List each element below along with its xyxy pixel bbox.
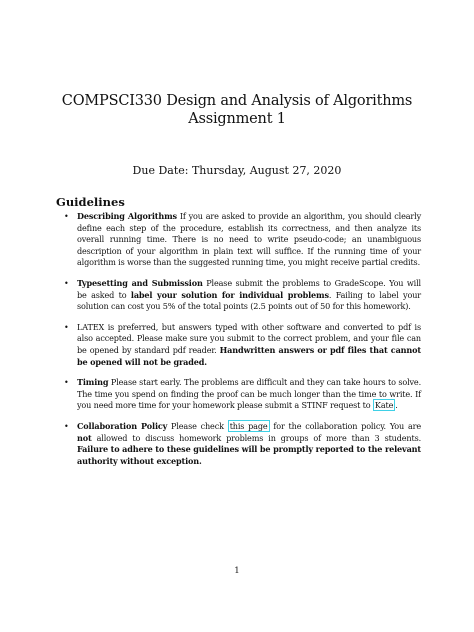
collaboration-policy-link[interactable]: this page [229,420,268,431]
guidelines-heading: Guidelines [56,195,125,209]
list-item [64,322,421,368]
due-date: Due Date: Thursday, August 27, 2020 [132,164,342,177]
list-item [64,211,421,269]
item-lead: Timing [77,377,109,388]
item-emphasis: Handwritten answers or pdf files that cannot be opened will not be graded. [77,344,421,367]
item-emphasis: Failure to adhere to these guidelines will be promptly reported to the relevant authority without exception. [77,444,421,466]
bullet-icon: • [64,278,69,288]
item-text: Please submit the problems to GradeScope. You will be asked to [77,277,421,300]
item-text: for the collaboration policy. You are [269,420,421,431]
list-item [64,278,421,313]
list-item [64,377,421,412]
item-text: Please start early. The problems are difficult and they can take hours to solve. The time you spend on finding the proof can be much longer than the time to write. If you need more time for your homework please submit a STINF request to [77,377,421,411]
item-lead: Collaboration Policy [77,420,168,431]
assignment-subtitle: Assignment 1 [188,111,286,127]
list-item [64,421,421,467]
item-text: is preferred, but answers typed with other software and converted to pdf is also accepted. Please make sure you submit to the correct problem, and your file can be opened by standard pdf reader. [77,321,421,355]
kate-link[interactable]: Kate [374,400,394,411]
document-title: COMPSCI330 Design and Analysis of Algorithms [61,93,413,109]
item-lead: Typesetting and Submission [77,277,203,288]
latex-logo: LATEX [77,321,105,332]
item-text: . Failing to label your solution can cost you 5% of the total points (2.5 points out of 50 for this homework). [77,289,421,312]
item-text: allowed to discuss homework problems in groups of more than 3 students. [91,432,421,443]
item-text: Please check [167,420,228,431]
item-lead: Describing Algorithms [77,211,177,221]
page-number: 1 [234,566,240,576]
bullet-icon: • [64,212,69,221]
guidelines-list [64,211,421,467]
item-text: If you are asked to provide an algorithm, you should clearly define each step of the procedure, establish its correctness, and then analyze its overall running time. There is no need to write pseudo-code; an unambiguous description of your algorithm in plain text will suffice. If the running time of your algorithm is worse than the suggested running time, you might receive partial credits. [77,211,421,268]
item-emphasis: not [77,432,92,443]
item-emphasis: label your solution for individual problems [130,289,329,300]
item-text: . [395,400,398,411]
bullet-icon: • [64,421,69,431]
bullet-icon: • [64,378,69,388]
bullet-icon: • [64,322,69,332]
